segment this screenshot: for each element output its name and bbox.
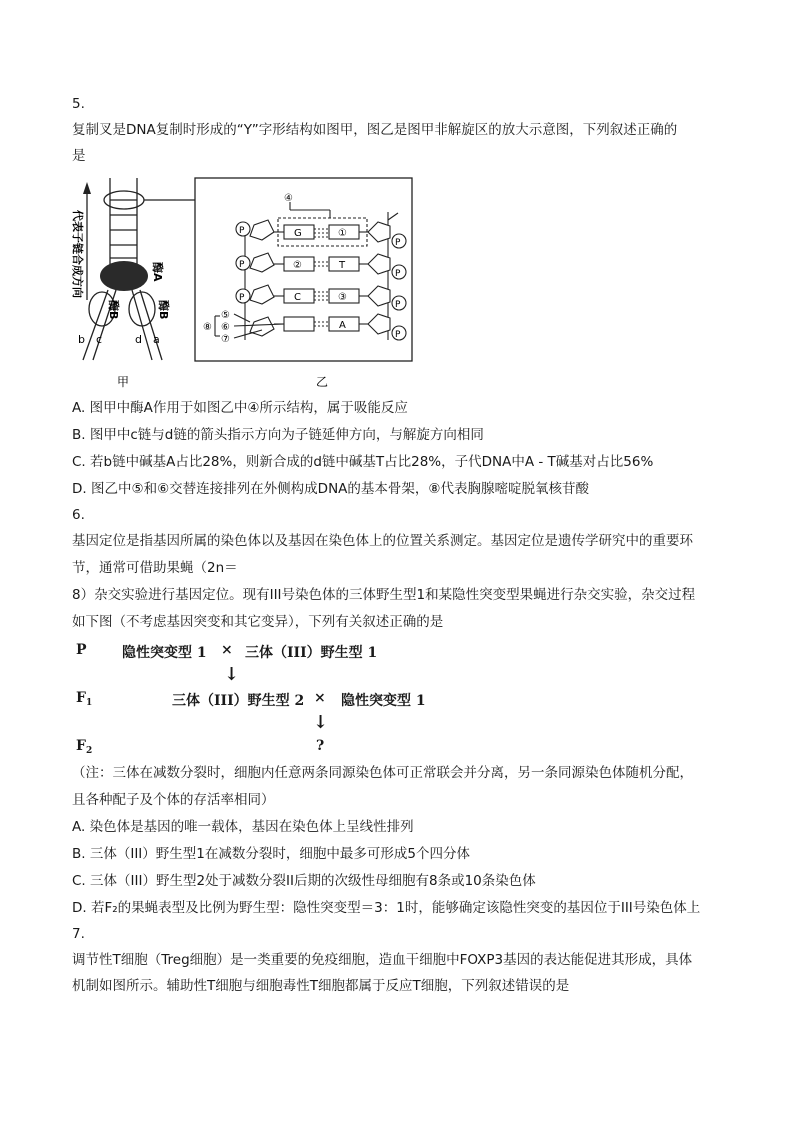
p-label: P [395,330,401,340]
cross-p-parent2: 三体（III）野生型 1 [245,645,378,661]
strand-b: b [78,333,85,346]
f1-subscript: 1 [85,698,93,708]
base-3: ③ [338,292,347,303]
label-6: ⑥ [221,322,230,333]
enzyme-b2-label: 酶B [157,300,170,320]
cross-p-parent1: 隐性突变型 1 [122,645,207,661]
cross-f1-label [76,690,92,708]
jia-label: 甲 [117,375,130,389]
q5-figure [0,0,794,400]
strand-c: c [96,333,103,346]
figure-yi [215,202,406,340]
cross-times2: × [314,690,326,706]
q6-stem-line2: 节，通常可借助果蝇（2n＝ [72,560,238,576]
strand-d: d [135,333,142,346]
q5-option-d: D. 图乙中⑤和⑥交替连接排列在外侧构成DNA的基本骨架，⑧代表胸腺嘧啶脱氧核苷酸 [72,481,590,497]
base-t: T [339,260,346,271]
q6-note-line2: 且各种配子及个体的存活率相同） [72,792,275,808]
arrow-text: 代表子链合成方向 [71,210,84,298]
base-g: G [294,228,302,239]
base-2: ② [293,260,302,271]
strand-a: a [153,333,160,346]
synthesis-direction-arrow-icon [83,182,91,194]
q6-stem-line4: 如下图（不考虑基因突变和其它变异），下列有关叙述正确的是 [72,614,444,630]
q5-option-a: A. 图甲中酶A作用于如图乙中④所示结构，属于吸能反应 [72,400,408,416]
p-label: P [239,293,245,303]
q5-stem-line1: 复制叉是DNA复制时形成的“Y”字形结构如图甲，图乙是图甲非解旋区的放大示意图，下列叙述正确的 [72,122,678,138]
q6-number: 6. [72,507,85,523]
base-1: ① [338,228,347,239]
cross-arrow1: ↓ [224,664,240,685]
q7-stem-line2: 机制如图所示。辅助性T细胞与细胞毒性T细胞都属于反应T细胞，下列叙述错误的是 [72,978,570,994]
p-label: P [395,300,401,310]
q5-option-b: B. 图甲中c链与d链的箭头指示方向为子链延伸方向，与解旋方向相同 [72,427,484,443]
base-c: C [294,292,301,303]
label-8: ⑧ [203,322,212,333]
q6-stem-line3: 8）杂交实验进行基因定位。现有III号染色体的三体野生型1和某隐性突变型果蝇进行杂交实验，杂交过程 [72,587,696,603]
f2-subscript: 2 [85,746,93,756]
p-label: P [395,269,401,279]
cross-p-label: P [76,642,87,658]
p-label: P [239,226,245,236]
p-label: P [239,260,245,270]
cross-f1-parent1: 三体（III）野生型 2 [172,693,305,709]
q6-option-a: A. 染色体是基因的唯一载体，基因在染色体上呈线性排列 [72,819,414,835]
label-7: ⑦ [221,334,230,345]
enzyme-a-label: 酶A [151,262,164,282]
q6-stem-line1: 基因定位是指基因所属的染色体以及基因在染色体上的位置关系测定。基因定位是遗传学研究中的重要环 [72,533,693,549]
q6-option-b: B. 三体（III）野生型1在减数分裂时，细胞中最多可形成5个四分体 [72,846,470,862]
cross-f2-result: ? [316,738,325,754]
q6-option-c: C. 三体（III）野生型2处于减数分裂II后期的次级性母细胞有8条或10条染色体 [72,873,536,889]
p-label: P [395,238,401,248]
q5-option-c: C. 若b链中碱基A占比28%，则新合成的d链中碱基T占比28%，子代DNA中A - T碱基对占比56% [72,454,654,470]
cross-arrow2: ↓ [313,712,329,733]
enzyme-b1-label: 酶B [107,300,120,320]
cross-f1-parent2: 隐性突变型 1 [341,693,426,709]
q6-option-d: D. 若F₂的果蝇表型及比例为野生型：隐性突变型＝3：1时，能够确定该隐性突变的基因位于III号染色体上 [72,900,701,916]
f2-letter: F [76,738,86,754]
label-5: ⑤ [221,310,230,321]
f1-letter: F [76,690,86,706]
cross-times1: × [221,642,233,658]
q7-number: 7. [72,926,85,942]
enzyme-a-blob [100,261,148,291]
q7-stem-line1: 调节性T细胞（Treg细胞）是一类重要的免疫细胞，造血干细胞中FOXP3基因的表达能促进其形成，具体 [72,952,693,968]
q5-stem-line2: 是 [72,148,86,164]
cross-f2-label [76,738,92,756]
q5-number: 5. [72,96,85,112]
base-a: A [339,320,346,331]
label-4: ④ [284,193,293,204]
q6-note-line1: （注：三体在减数分裂时，细胞内任意两条同源染色体可正常联会并分离，另一条同源染色体随机分配， [72,765,693,781]
yi-label: 乙 [316,375,329,389]
